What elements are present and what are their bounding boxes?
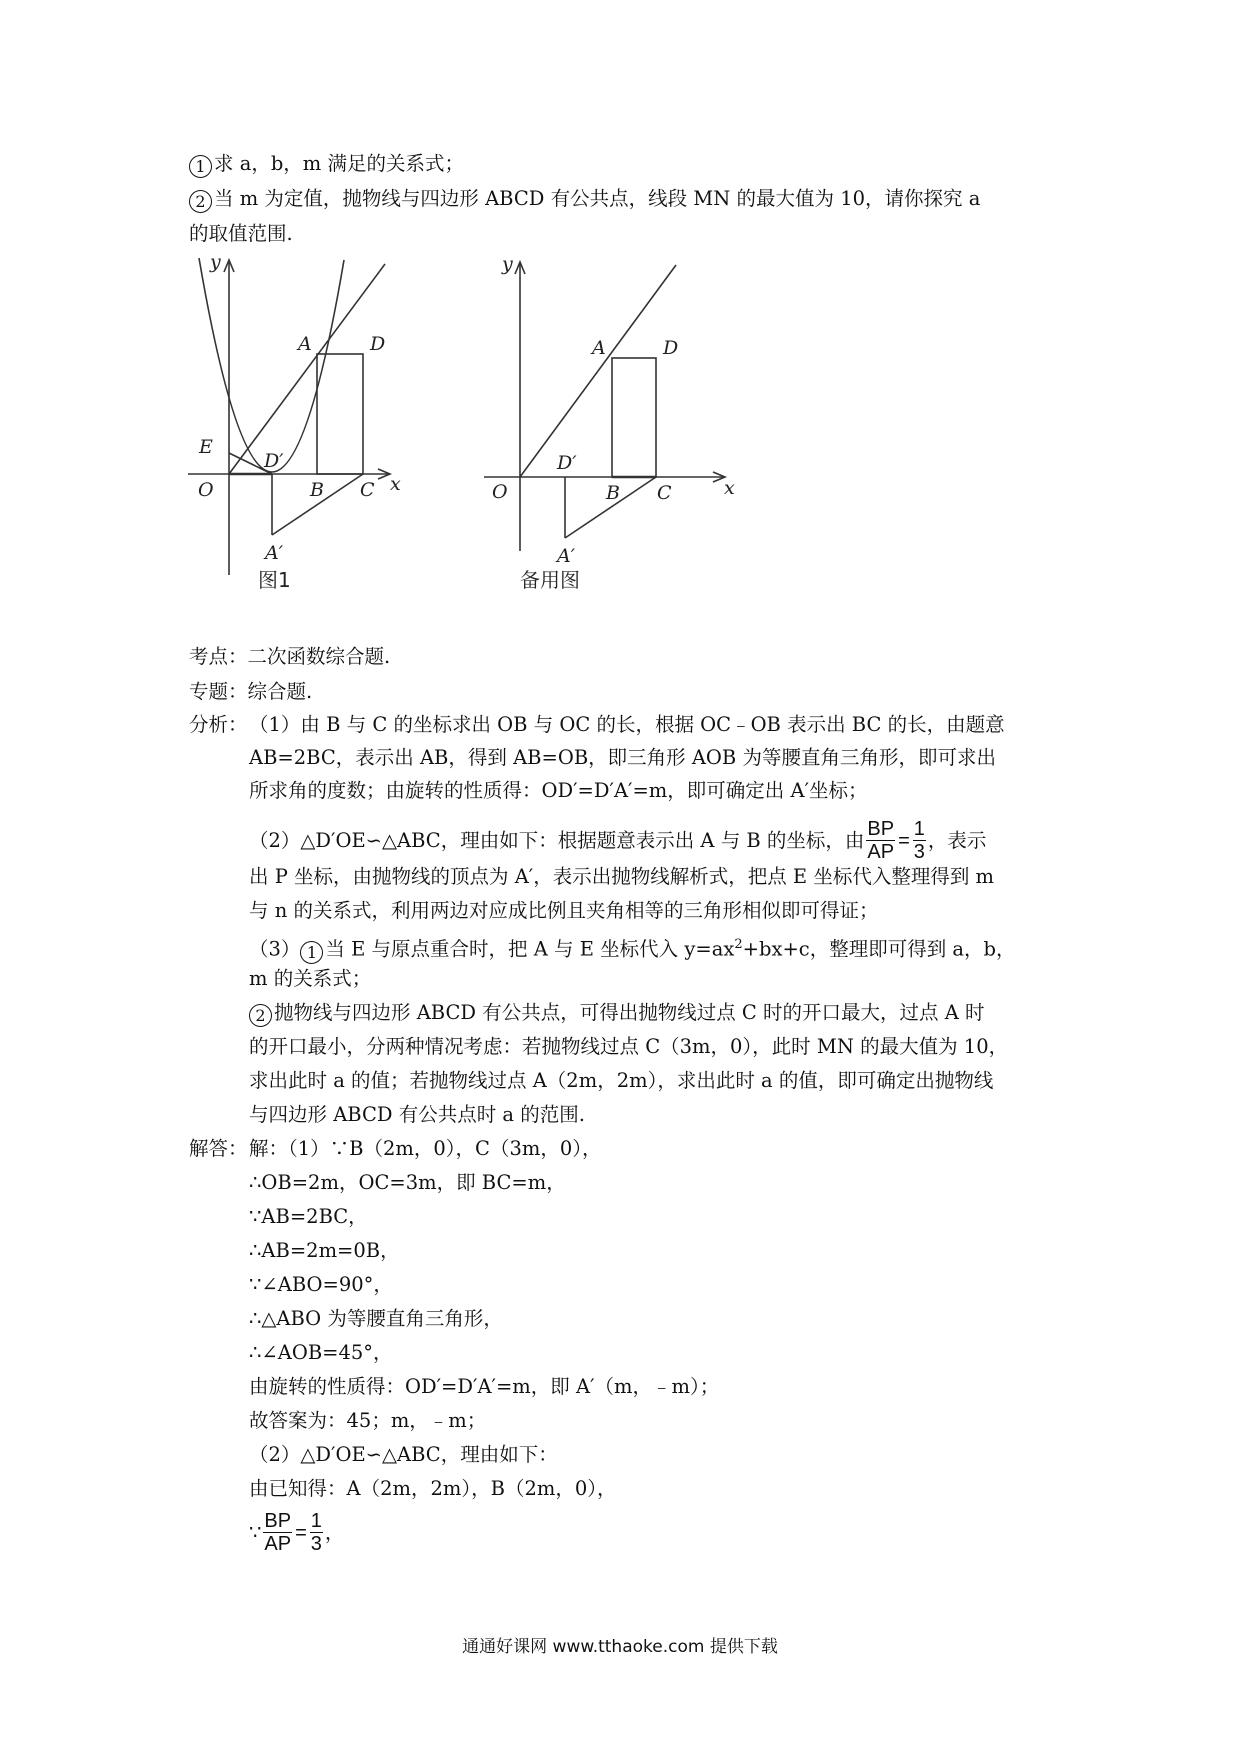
- fenxi-part2-line-2: 出 P 坐标，由抛物线的顶点为 A′，表示出抛物线解析式，把点 E 坐标代入整理得到 m: [249, 865, 995, 888]
- fenxi-part2-row: [249, 818, 986, 863]
- label-c: C: [360, 479, 375, 501]
- fenxi-part2-line-3: 与 n 的关系式，利用两边对应成比例且夹角相等的三角形相似即可得证；: [249, 899, 879, 922]
- fenxi-line-2: AB=2BC，表示出 AB，得到 AB=OB，即三角形 AOB 为等腰直角三角形，即可求出: [249, 746, 996, 769]
- circled-number: 1: [189, 155, 212, 178]
- solution-label: 解答：: [189, 1137, 248, 1160]
- label-y: y: [210, 255, 221, 273]
- fenxi-part2-line-1: [249, 818, 986, 863]
- fenxi-line-3: 所求角的度数；由旋转的性质得：OD′=D′A′=m，即可确定出 A′坐标；: [249, 779, 868, 802]
- label-b: B: [310, 479, 324, 501]
- solution-line-6: ∴△ABO 为等腰直角三角形，: [249, 1307, 503, 1330]
- label-c: C: [657, 482, 672, 504]
- fraction-numerator: 1: [913, 818, 925, 840]
- label-d: D: [370, 333, 386, 355]
- zhuanti: 专题：综合题.: [189, 680, 313, 703]
- equals-sign: =: [295, 1521, 307, 1544]
- label-o: O: [198, 479, 214, 501]
- fenxi-part3b-line-1: [249, 1000, 985, 1027]
- solution-line-12-suffix: ，: [324, 1520, 345, 1544]
- fenxi-part3-line-2: m 的关系式；: [249, 967, 372, 990]
- label-x: x: [390, 473, 401, 495]
- superscript: 2: [734, 937, 743, 952]
- label-a: A: [592, 337, 606, 359]
- equals-sign: =: [898, 829, 910, 852]
- label-o: O: [492, 481, 508, 503]
- fraction-bp-ap: [263, 1510, 292, 1555]
- fenxi-part2-text: （2）△D′OE∽△ABC，理由如下：根据题意表示出 A 与 B 的坐标，由: [249, 828, 865, 852]
- solution-line-11: 由已知得：A（2m，2m），B（2m，0），: [249, 1477, 617, 1500]
- solution-line-7: ∴∠AOB=45°，: [249, 1341, 393, 1364]
- fenxi-part3b-line-3: 求出此时 a 的值；若抛物线过点 A（2m，2m），求出此时 a 的值，即可确定出抛物线: [249, 1069, 994, 1092]
- fraction-denominator: AP: [264, 1533, 292, 1555]
- question-part1-text: 求 a，b，m 满足的关系式；: [214, 152, 464, 175]
- page-footer: 通通好课网 www.tthaoke.com 提供下载: [462, 1637, 778, 1657]
- fenxi-part3b-line-4: 与四边形 ABCD 有公共点时 a 的范围.: [249, 1103, 585, 1126]
- because-symbol: ∵: [249, 1520, 262, 1544]
- fenxi-line-1: （1）由 B 与 C 的坐标求出 OB 与 OC 的长，根据 OC﹣OB 表示出 BC 的长，由题意: [249, 713, 1005, 736]
- label-e: E: [199, 436, 213, 458]
- question-part2: [189, 186, 980, 213]
- solution-line-3: ∵AB=2BC，: [249, 1205, 368, 1228]
- circled-number: 1: [300, 941, 323, 964]
- solution-line-8: 由旋转的性质得：OD′=D′A′=m，即 A′（m，﹣m）；: [249, 1375, 720, 1398]
- figure-backup: [475, 255, 755, 595]
- solution-line-4: ∴AB=2m=0B，: [249, 1239, 400, 1262]
- solution-line-9: 故答案为：45；m，﹣m；: [249, 1409, 487, 1432]
- kaodian: 考点：二次函数综合题.: [189, 645, 391, 668]
- fraction-denominator: 3: [310, 1533, 322, 1555]
- fraction-numerator: BP: [867, 818, 895, 840]
- fraction-numerator: BP: [264, 1510, 292, 1532]
- label-dprime: D′: [264, 450, 284, 472]
- solution-line-2: ∴OB=2m，OC=3m，即 BC=m，: [249, 1171, 566, 1194]
- solution-line-10: （2）△D′OE∽△ABC，理由如下：: [249, 1443, 558, 1466]
- line-oa: [229, 264, 385, 474]
- question-part2-text: 当 m 为定值，抛物线与四边形 ABCD 有公共点，线段 MN 的最大值为 10，请你探究 a: [214, 187, 981, 210]
- figure-1: [180, 255, 450, 595]
- rectangle-abcd: [317, 354, 363, 474]
- fraction-numerator: 1: [310, 1510, 322, 1532]
- label-b: B: [606, 482, 620, 504]
- label-dprime: D′: [557, 452, 577, 474]
- fenxi-part3-prefix: （3）: [249, 937, 301, 961]
- fraction-denominator: 3: [913, 841, 925, 863]
- fenxi-part2-suffix: ，表示: [927, 828, 987, 852]
- figure-1-caption: 图1: [258, 568, 291, 592]
- line-oa: [520, 265, 679, 477]
- fraction-denominator: AP: [867, 841, 895, 863]
- fenxi-part3-line-1: [249, 932, 1016, 964]
- rectangle-abcd: [612, 358, 656, 477]
- fraction-one-third: [913, 818, 926, 863]
- solution-line-5: ∵∠ABO=90°，: [249, 1273, 393, 1296]
- label-d: D: [663, 337, 679, 359]
- fraction-one-third: [310, 1510, 323, 1555]
- label-aprime: A′: [265, 542, 284, 564]
- circled-number: 2: [189, 190, 212, 213]
- label-x: x: [724, 477, 735, 499]
- solution-line-12: [249, 1510, 344, 1555]
- label-y: y: [502, 255, 513, 275]
- fenxi-part3-text-b: +bx+c，整理即可得到 a，b，: [742, 937, 1016, 961]
- question-part2-cont: 的取值范围.: [189, 222, 293, 245]
- circled-number: 2: [249, 1004, 272, 1027]
- parabola: [199, 258, 344, 472]
- figure-backup-caption: 备用图: [520, 568, 580, 592]
- label-a: A: [298, 333, 312, 355]
- label-aprime: A′: [557, 545, 576, 567]
- solution-fraction-row: [249, 1510, 344, 1555]
- fenxi-label: 分析：: [189, 713, 248, 736]
- fenxi-part3b-text: 抛物线与四边形 ABCD 有公共点，可得出抛物线过点 C 时的开口最大，过点 A 时: [274, 1001, 985, 1024]
- fenxi-part3-text-a: 当 E 与原点重合时，把 A 与 E 坐标代入 y=ax: [325, 937, 735, 961]
- question-part1: [189, 151, 464, 178]
- solution-line-1: 解：（1）∵B（2m，0），C（3m，0），: [249, 1137, 602, 1160]
- fraction-bp-ap: [866, 818, 895, 863]
- fenxi-part3b-line-2: 的开口最小，分两种情况考虑：若抛物线过点 C（3m，0），此时 MN 的最大值为 10，: [249, 1035, 1009, 1058]
